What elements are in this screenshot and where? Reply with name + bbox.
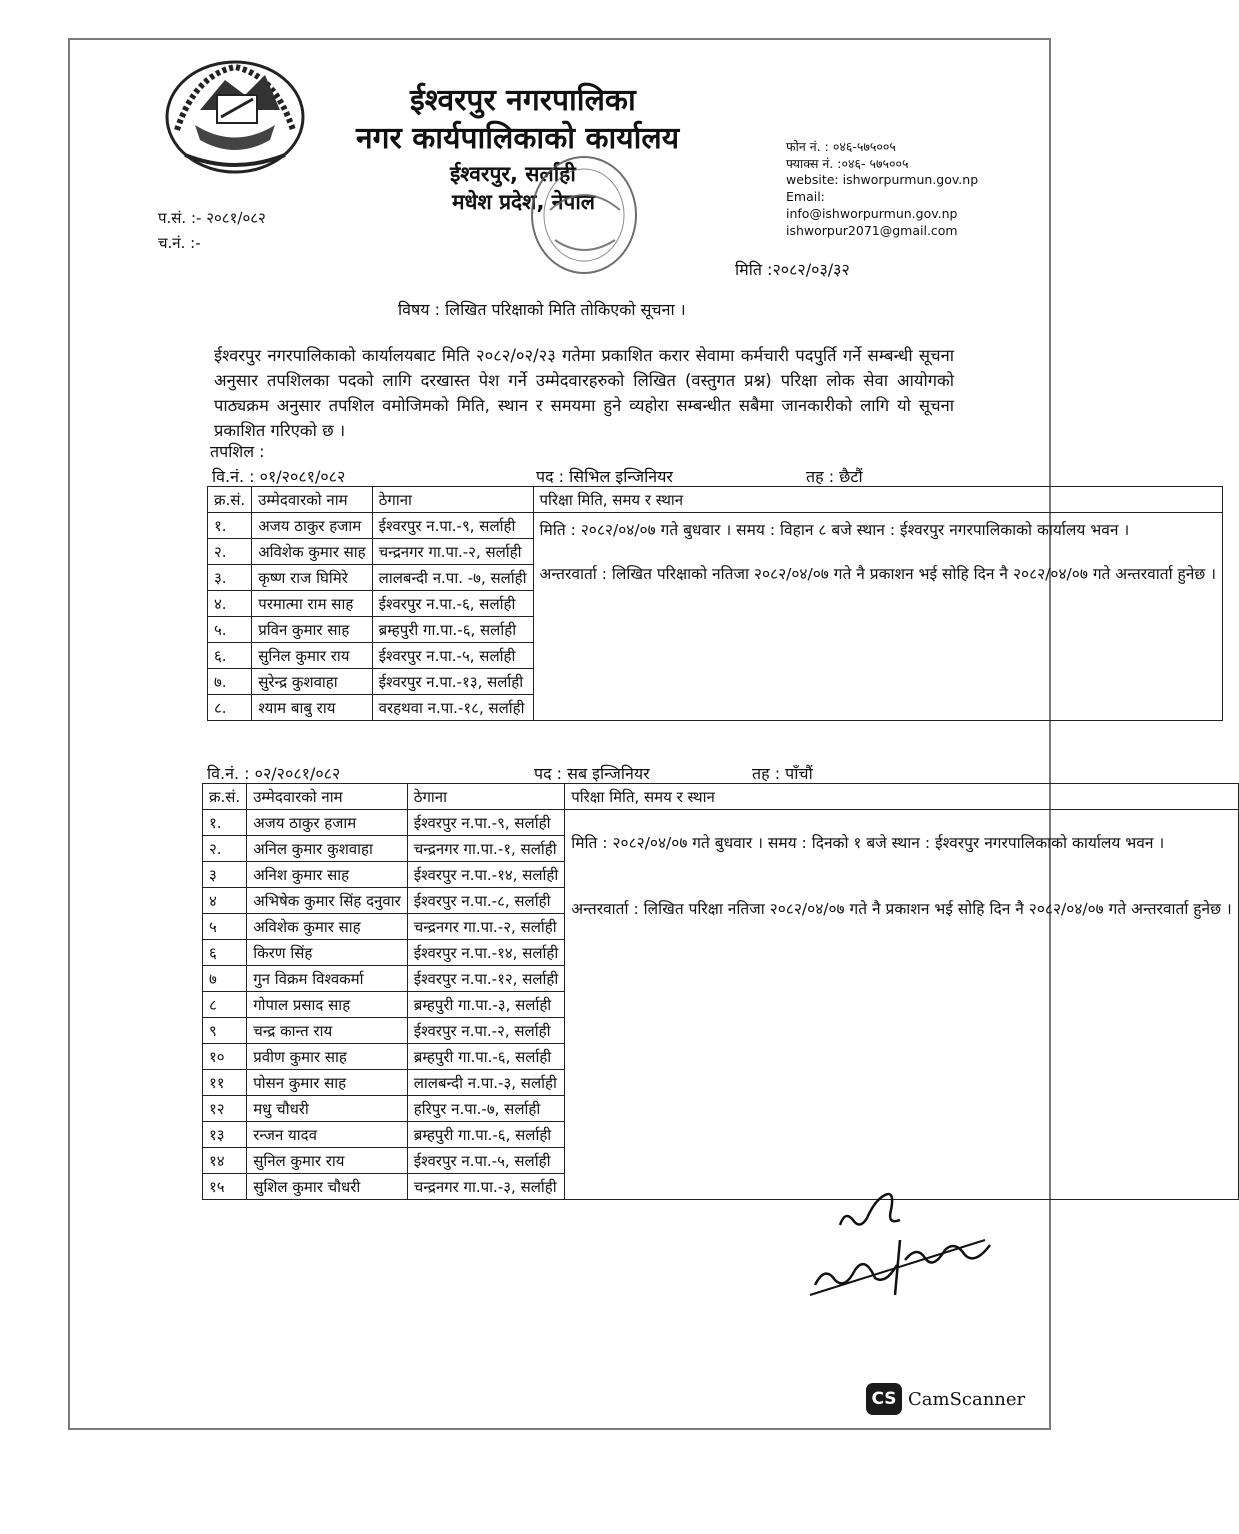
camscanner-name: CamScanner xyxy=(908,1389,1026,1410)
phone-number: फोन नं. : ०४६-५७५००५ xyxy=(786,139,896,154)
chalani-number: च.नं. :- xyxy=(158,234,201,252)
candidate-address: ईश्वरपुर न.पा.-१३, सर्लाही xyxy=(372,669,533,695)
candidate-address: चन्द्रनगर गा.पा.-२, सर्लाही xyxy=(372,539,533,565)
serial-cell: १. xyxy=(208,513,252,539)
email-secondary: ishworpur2071@gmail.com xyxy=(786,223,958,238)
candidate-name: किरण सिंह xyxy=(247,940,408,966)
candidate-address: ईश्वरपुर न.पा.-२, सर्लाही xyxy=(407,1018,565,1044)
serial-cell: ९ xyxy=(203,1018,247,1044)
section2-level: तह : पाँचौं xyxy=(752,764,813,783)
serial-cell: ११ xyxy=(203,1070,247,1096)
candidate-address: ईश्वरपुर न.पा.-५, सर्लाही xyxy=(372,643,533,669)
serial-cell: ३ xyxy=(203,862,247,888)
website: website: ishworpurmun.gov.np xyxy=(786,172,979,187)
candidate-name: सुरेन्द्र कुशवाहा xyxy=(252,669,372,695)
candidate-address: हरिपुर न.पा.-७, सर्लाही xyxy=(407,1096,565,1122)
candidate-address: चन्द्रनगर गा.पा.-१, सर्लाही xyxy=(407,836,565,862)
exam-schedule: मिति : २०८२/०४/०७ गते बुधवार । समय : विहान ८ बजे स्थान : ईश्वरपुर नगरपालिकाको कार्यालय भवन । xyxy=(539,521,1130,539)
col-address: ठेगाना xyxy=(407,784,565,810)
candidate-name: मधु चौधरी xyxy=(247,1096,408,1122)
serial-cell: १४ xyxy=(203,1148,247,1174)
col-exam-info: परिक्षा मिति, समय र स्थान xyxy=(533,487,1222,513)
serial-cell: ५ xyxy=(203,914,247,940)
table-row xyxy=(203,810,1239,836)
office-location: ईश्वरपुर, सर्लाही xyxy=(450,162,576,186)
candidate-name: अनिल कुमार कुशवाहा xyxy=(247,836,408,862)
email-label: Email: xyxy=(786,189,825,204)
table-row xyxy=(208,513,1223,539)
serial-cell: ७. xyxy=(208,669,252,695)
table-header-row xyxy=(203,784,1239,810)
serial-cell: १० xyxy=(203,1044,247,1070)
office-stamp xyxy=(525,150,643,280)
candidate-address: ईश्वरपुर न.पा.-६, सर्लाही xyxy=(372,591,533,617)
candidate-address: ईश्वरपुर न.पा.-५, सर्लाही xyxy=(407,1148,565,1174)
candidate-name: अजय ठाकुर हजाम xyxy=(252,513,372,539)
candidate-name: प्रविन कुमार साह xyxy=(252,617,372,643)
col-address: ठेगाना xyxy=(372,487,533,513)
serial-cell: ४ xyxy=(203,888,247,914)
candidate-address: ईश्वरपुर न.पा.-८, सर्लाही xyxy=(407,888,565,914)
serial-cell: ३. xyxy=(208,565,252,591)
candidate-address: चन्द्रनगर गा.पा.-२, सर्लाही xyxy=(407,914,565,940)
candidate-name: अभिषेक कुमार सिंह दनुवार xyxy=(247,888,408,914)
candidate-name: सुशिल कुमार चौधरी xyxy=(247,1174,408,1200)
candidate-name: चन्द्र कान्त राय xyxy=(247,1018,408,1044)
nepal-emblem-logo xyxy=(155,55,315,180)
exam-schedule: मिति : २०८२/०४/०७ गते बुधवार । समय : दिनको १ बजे स्थान : ईश्वरपुर नगरपालिकाको कार्यालय भवन । xyxy=(571,834,1165,852)
candidate-address: चन्द्रनगर गा.पा.-३, सर्लाही xyxy=(407,1174,565,1200)
handwritten-signature xyxy=(805,1190,1000,1300)
serial-cell: १५ xyxy=(203,1174,247,1200)
details-heading: तपशिल : xyxy=(210,442,265,461)
section1-post: पद : सिभिल इन्जिनियर xyxy=(536,467,673,486)
serial-cell: १३ xyxy=(203,1122,247,1148)
camscanner-logo: CS xyxy=(866,1383,902,1415)
serial-cell: ६ xyxy=(203,940,247,966)
candidate-address: ब्रम्हपुरी गा.पा.-३, सर्लाही xyxy=(407,992,565,1018)
candidate-address: वरहथवा न.पा.-१८, सर्लाही xyxy=(372,695,533,721)
serial-cell: ५. xyxy=(208,617,252,643)
section1-table xyxy=(207,486,1223,721)
candidate-address: ब्रम्हपुरी गा.पा.-६, सर्लाही xyxy=(372,617,533,643)
candidate-address: लालबन्दी न.पा.-३, सर्लाही xyxy=(407,1070,565,1096)
serial-cell: ४. xyxy=(208,591,252,617)
candidate-name: अविशेक कुमार साह xyxy=(247,914,408,940)
serial-cell: ८. xyxy=(208,695,252,721)
notice-body: ईश्वरपुर नगरपालिकाको कार्यालयबाट मिति २०८२/०२/२३ गतेमा प्रकाशित करार सेवामा कर्मचारी पदपुर्ति गर्ने सम्बन्धी सूचना अनुसार तपशिलका पदको लागि दरखास्त पेश गर्ने उम्मेदवारहरुको लिखित (वस्तुगत प्रश्न) परिक्षा लोक सेवा आयोगको पाठ्यक्रम अनुसार तपशिल वमोजिमको मिति, स्थान र समयमा हुने व्यहोरा सम्बन्धीत सबैमा जानकारीको लागि यो सूचना प्रकाशित गरिएको छ । xyxy=(214,346,954,440)
patra-sankhya: प.सं. :- २०८१/०८२ xyxy=(158,209,266,227)
exam-info-cell xyxy=(533,513,1222,721)
candidate-address: ब्रम्हपुरी गा.पा.-६, सर्लाही xyxy=(407,1044,565,1070)
candidate-name: अनिश कुमार साह xyxy=(247,862,408,888)
col-exam-info: परिक्षा मिति, समय र स्थान xyxy=(565,784,1239,810)
col-serial: क्र.सं. xyxy=(203,784,247,810)
serial-cell: १. xyxy=(203,810,247,836)
serial-cell: ८ xyxy=(203,992,247,1018)
col-name: उम्मेदवारको नाम xyxy=(247,784,408,810)
table-header-row xyxy=(208,487,1223,513)
candidate-address: ईश्वरपुर न.पा.-१२, सर्लाही xyxy=(407,966,565,992)
candidate-address: ईश्वरपुर न.पा.-९, सर्लाही xyxy=(407,810,565,836)
section1-level: तह : छैटौं xyxy=(806,467,863,486)
serial-cell: २. xyxy=(203,836,247,862)
col-name: उम्मेदवारको नाम xyxy=(252,487,372,513)
candidate-address: ईश्वरपुर न.पा.-१४, सर्लाही xyxy=(407,940,565,966)
candidate-name: सुनिल कुमार राय xyxy=(252,643,372,669)
candidate-name: गुन विक्रम विश्वकर्मा xyxy=(247,966,408,992)
candidate-name: श्याम बाबु राय xyxy=(252,695,372,721)
interview-info: अन्तरवार्ता : लिखित परिक्षा नतिजा २०८२/०४/०७ गते नै प्रकाशन भई सोहि दिन नै २०८२/०४/०७ गते अन्तरवार्ता हुनेछ । xyxy=(571,900,1232,918)
exam-info-cell xyxy=(565,810,1239,1200)
office-name: ईश्वरपुर नगरपालिका xyxy=(410,83,636,118)
candidate-address: ब्रम्हपुरी गा.पा.-६, सर्लाही xyxy=(407,1122,565,1148)
candidate-address: ईश्वरपुर न.पा.-१४, सर्लाही xyxy=(407,862,565,888)
serial-cell: ६. xyxy=(208,643,252,669)
section1-vinam: वि.नं. : ०१/२०८१/०८२ xyxy=(212,467,346,486)
fax-number: फ्याक्स नं. :०४६- ५७५००५ xyxy=(786,156,909,171)
office-subtitle: नगर कार्यपालिकाको कार्यालय xyxy=(356,121,680,156)
candidate-name: सुनिल कुमार राय xyxy=(247,1148,408,1174)
notice-date: मिति :२०८२/०३/३२ xyxy=(735,260,850,279)
section2-table xyxy=(202,783,1239,1200)
col-serial: क्र.सं. xyxy=(208,487,252,513)
section2-vinam: वि.नं. : ०२/२०८१/०८२ xyxy=(207,764,341,783)
candidate-name: पोसन कुमार साह xyxy=(247,1070,408,1096)
serial-cell: १२ xyxy=(203,1096,247,1122)
candidate-name: रन्जन यादव xyxy=(247,1122,408,1148)
candidate-name: गोपाल प्रसाद साह xyxy=(247,992,408,1018)
candidate-address: ईश्वरपुर न.पा.-९, सर्लाही xyxy=(372,513,533,539)
candidate-name: कृष्ण राज घिमिरे xyxy=(252,565,372,591)
candidate-address: लालबन्दी न.पा. -७, सर्लाही xyxy=(372,565,533,591)
section2-post: पद : सब इन्जिनियर xyxy=(534,764,650,783)
serial-cell: ७ xyxy=(203,966,247,992)
interview-info: अन्तरवार्ता : लिखित परिक्षाको नतिजा २०८२/०४/०७ गते नै प्रकाशन भई सोहि दिन नै २०८२/०४/०७ गते अन्तरवार्ता हुनेछ । xyxy=(539,565,1217,583)
candidate-name: अविशेक कुमार साह xyxy=(252,539,372,565)
candidate-name: अजय ठाकुर हजाम xyxy=(247,810,408,836)
notice-subject: विषय : लिखित परिक्षाको मिति तोकिएको सूचना । xyxy=(398,300,686,319)
office-province: मधेश प्रदेश, नेपाल xyxy=(452,190,595,214)
email-primary: info@ishworpurmun.gov.np xyxy=(786,206,958,221)
candidate-name: प्रवीण कुमार साह xyxy=(247,1044,408,1070)
serial-cell: २. xyxy=(208,539,252,565)
candidate-name: परमात्मा राम साह xyxy=(252,591,372,617)
